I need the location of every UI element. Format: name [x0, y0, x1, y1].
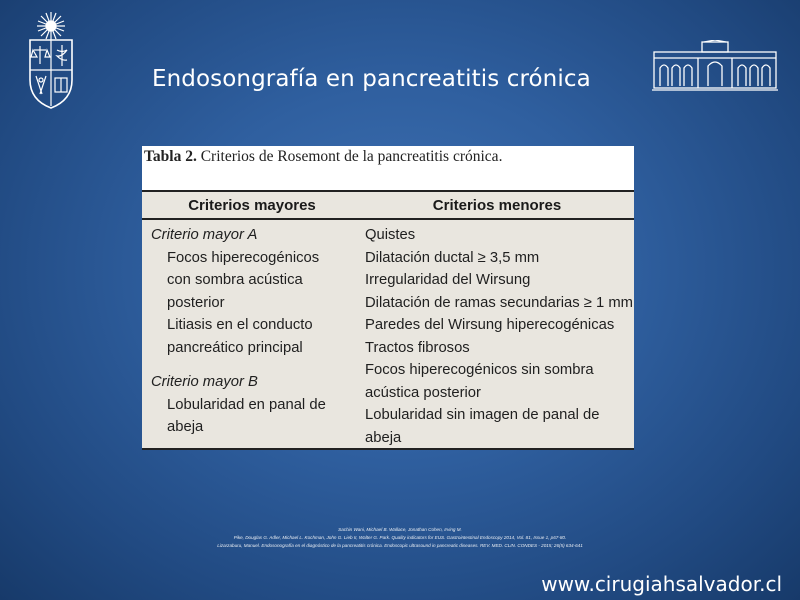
- minor-criteria-line: abeja: [365, 429, 402, 446]
- header-major-criteria: Criterios mayores: [188, 197, 316, 214]
- minor-criteria-line: Tractos fibrosos: [365, 339, 470, 356]
- minor-criteria-line: Lobularidad sin imagen de panal de: [365, 407, 600, 423]
- reference-line: Sachin Wani, Michael B. Wallace, Jonathan Cohen, Irving M.: [338, 527, 462, 532]
- star-icon: [37, 12, 65, 40]
- university-seal-logo: [22, 10, 80, 110]
- footer-website: www.cirugiahsalvador.cl: [541, 572, 782, 596]
- major-a-line: posterior: [167, 294, 225, 311]
- table-caption-text: Criterios de Rosemont de la pancreatitis crónica.: [200, 148, 503, 165]
- hospital-building-logo: [652, 40, 778, 92]
- major-criterion-b-title: Criterio mayor B: [151, 374, 258, 390]
- minor-criteria-line: Dilatación ductal ≥ 3,5 mm: [365, 249, 540, 266]
- references: [180, 526, 620, 550]
- table-top-rule: [142, 190, 634, 192]
- caduceus-icon: [57, 45, 67, 66]
- major-a-line: Litiasis en el conducto: [167, 317, 313, 333]
- major-a-line: Focos hiperecogénicos: [167, 249, 320, 266]
- rosemont-criteria-table: [142, 146, 634, 450]
- major-a-line: con sombra acústica: [167, 272, 303, 288]
- minor-criteria-column: [365, 224, 633, 449]
- minor-criteria-line: Quistes: [365, 227, 416, 243]
- table-bottom-rule: [142, 448, 634, 450]
- minor-criteria-line: Irregularidad del Wirsung: [365, 272, 531, 288]
- major-a-line: pancreático principal: [167, 339, 303, 356]
- major-criterion-a-title: Criterio mayor A: [151, 227, 258, 243]
- major-criteria-column: [151, 224, 361, 439]
- table-body: [142, 190, 634, 450]
- major-b-line: abeja: [167, 419, 204, 435]
- header-minor-criteria: Criterios menores: [432, 197, 562, 214]
- minor-criteria-line: acústica posterior: [365, 384, 481, 401]
- major-b-line: Lobularidad en panal de: [167, 396, 326, 413]
- compass-icon: [36, 76, 46, 94]
- table-caption: [144, 148, 502, 166]
- minor-criteria-line: Dilatación de ramas secundarias ≥ 1 mm: [365, 294, 633, 311]
- reference-line: Pike, Douglas G. Adler, Michael L. Kochman, John G. Lieb II, Walter G. Park. Quality indicators for EUS. Gastrointestinal Endoscopy 2014, Vol. 81, Issue 1, p67-80.: [233, 535, 567, 540]
- scales-icon: [31, 46, 50, 64]
- minor-criteria-line: Paredes del Wirsung hiperecogénicas: [365, 317, 615, 333]
- table-header-rule: [142, 218, 634, 220]
- reference-line: Lizarzaburu, Manuel. Endosonografía en el diagnóstico de la pancreatitis crónica. Endoscopic ultrasound in pancreatic diseases. REV. MED. CLIN. CONDES - 2015; 26(5) 634-641: [217, 543, 583, 548]
- slide-title: Endosongrafía en pancreatitis crónica: [152, 66, 591, 92]
- minor-criteria-line: Focos hiperecogénicos sin sombra: [365, 362, 594, 378]
- book-icon: [55, 78, 67, 92]
- table-caption-label: Tabla 2.: [144, 148, 197, 165]
